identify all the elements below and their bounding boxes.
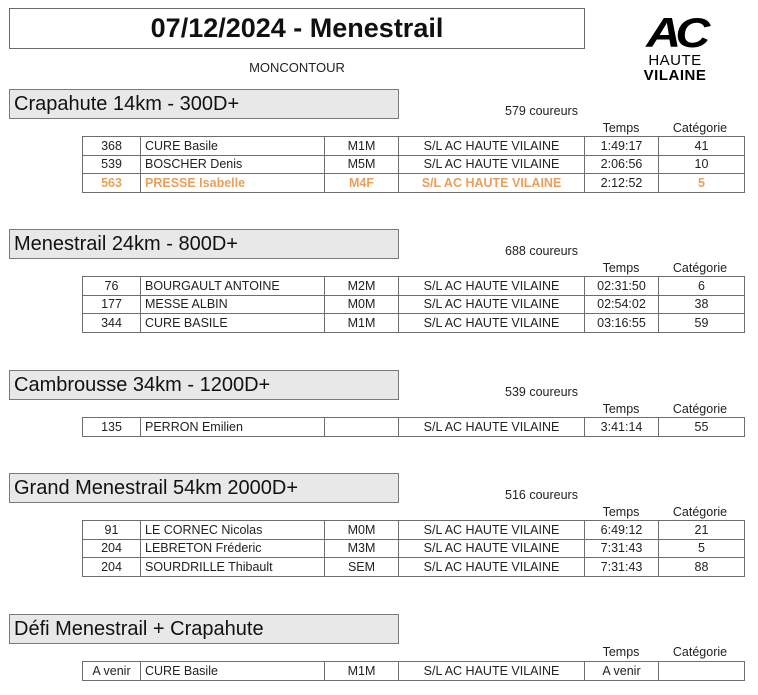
category-cell xyxy=(325,418,399,437)
club-cell: S/L AC HAUTE VILAINE xyxy=(399,539,585,558)
category-cell: M4F xyxy=(325,174,399,193)
rank-cell: 10 xyxy=(659,155,745,174)
table-row xyxy=(83,155,745,174)
column-header-category: Catégorie xyxy=(672,121,728,135)
event-location: MONCONTOUR xyxy=(249,60,345,75)
name-cell: SOURDRILLE Thibault xyxy=(141,558,325,577)
column-header-category: Catégorie xyxy=(672,261,728,275)
time-cell: 02:54:02 xyxy=(585,295,659,314)
club-cell: S/L AC HAUTE VILAINE xyxy=(399,137,585,156)
bib-cell: 91 xyxy=(83,521,141,540)
bib-cell: 344 xyxy=(83,314,141,333)
table-row xyxy=(83,539,745,558)
club-cell: S/L AC HAUTE VILAINE xyxy=(399,295,585,314)
club-cell: S/L AC HAUTE VILAINE xyxy=(399,418,585,437)
club-cell: S/L AC HAUTE VILAINE xyxy=(399,558,585,577)
time-cell: 7:31:43 xyxy=(585,539,659,558)
time-cell: A venir xyxy=(585,662,659,681)
name-cell: PERRON Emilien xyxy=(141,418,325,437)
bib-cell: 368 xyxy=(83,137,141,156)
name-cell: LEBRETON Fréderic xyxy=(141,539,325,558)
results-table xyxy=(82,520,745,577)
bib-cell: 135 xyxy=(83,418,141,437)
time-cell: 2:06:56 xyxy=(585,155,659,174)
category-cell: M0M xyxy=(325,521,399,540)
club-cell: S/L AC HAUTE VILAINE xyxy=(399,521,585,540)
category-cell: M5M xyxy=(325,155,399,174)
name-cell: PRESSE Isabelle xyxy=(141,174,325,193)
race-title: Défi Menestrail + Crapahute xyxy=(9,614,399,644)
club-logo xyxy=(632,9,718,86)
club-cell: S/L AC HAUTE VILAINE xyxy=(399,155,585,174)
time-cell: 1:49:17 xyxy=(585,137,659,156)
table-row xyxy=(83,418,745,437)
results-table xyxy=(82,136,745,193)
race-title: Crapahute 14km - 300D+ xyxy=(9,89,399,119)
logo-line1: HAUTE xyxy=(648,52,702,69)
time-cell: 03:16:55 xyxy=(585,314,659,333)
column-header-time: Temps xyxy=(602,121,640,135)
bib-cell: 563 xyxy=(83,174,141,193)
results-table xyxy=(82,417,745,437)
runner-count: 579 coureurs xyxy=(505,104,578,118)
table-row xyxy=(83,662,745,681)
club-cell: S/L AC HAUTE VILAINE xyxy=(399,662,585,681)
page-title: 07/12/2024 - Menestrail xyxy=(9,8,585,49)
column-header-time: Temps xyxy=(602,505,640,519)
column-header-category: Catégorie xyxy=(672,402,728,416)
category-cell: M0M xyxy=(325,295,399,314)
name-cell: CURE Basile xyxy=(141,137,325,156)
bib-cell: 204 xyxy=(83,539,141,558)
race-title: Menestrail 24km - 800D+ xyxy=(9,229,399,259)
club-cell: S/L AC HAUTE VILAINE xyxy=(399,277,585,296)
rank-cell: 88 xyxy=(659,558,745,577)
column-header-time: Temps xyxy=(602,402,640,416)
name-cell: LE CORNEC Nicolas xyxy=(141,521,325,540)
time-cell: 6:49:12 xyxy=(585,521,659,540)
results-table xyxy=(82,276,745,333)
race-title: Grand Menestrail 54km 2000D+ xyxy=(9,473,399,503)
table-row xyxy=(83,295,745,314)
name-cell: CURE Basile xyxy=(141,662,325,681)
table-row-highlighted xyxy=(83,174,745,193)
race-title: Cambrousse 34km - 1200D+ xyxy=(9,370,399,400)
club-cell: S/L AC HAUTE VILAINE xyxy=(399,174,585,193)
results-table xyxy=(82,661,745,681)
bib-cell: A venir xyxy=(83,662,141,681)
rank-cell xyxy=(659,662,745,681)
runner-count: 688 coureurs xyxy=(505,244,578,258)
table-row xyxy=(83,277,745,296)
category-cell: SEM xyxy=(325,558,399,577)
rank-cell: 21 xyxy=(659,521,745,540)
category-cell: M1M xyxy=(325,137,399,156)
table-row xyxy=(83,137,745,156)
bib-cell: 204 xyxy=(83,558,141,577)
bib-cell: 177 xyxy=(83,295,141,314)
table-row xyxy=(83,521,745,540)
club-cell: S/L AC HAUTE VILAINE xyxy=(399,314,585,333)
name-cell: BOURGAULT ANTOINE xyxy=(141,277,325,296)
rank-cell: 5 xyxy=(659,174,745,193)
rank-cell: 59 xyxy=(659,314,745,333)
column-header-time: Temps xyxy=(602,261,640,275)
time-cell: 7:31:43 xyxy=(585,558,659,577)
logo-line2: VILAINE xyxy=(643,67,707,84)
time-cell: 02:31:50 xyxy=(585,277,659,296)
time-cell: 3:41:14 xyxy=(585,418,659,437)
runner-count: 539 coureurs xyxy=(505,385,578,399)
table-row xyxy=(83,314,745,333)
rank-cell: 5 xyxy=(659,539,745,558)
category-cell: M1M xyxy=(325,314,399,333)
rank-cell: 38 xyxy=(659,295,745,314)
category-cell: M1M xyxy=(325,662,399,681)
rank-cell: 6 xyxy=(659,277,745,296)
runner-count: 516 coureurs xyxy=(505,488,578,502)
column-header-category: Catégorie xyxy=(672,505,728,519)
name-cell: CURE BASILE xyxy=(141,314,325,333)
logo-ac-text: AC xyxy=(645,9,705,56)
rank-cell: 41 xyxy=(659,137,745,156)
rank-cell: 55 xyxy=(659,418,745,437)
column-header-time: Temps xyxy=(602,645,640,659)
name-cell: MESSE ALBIN xyxy=(141,295,325,314)
time-cell: 2:12:52 xyxy=(585,174,659,193)
name-cell: BOSCHER Denis xyxy=(141,155,325,174)
column-header-category: Catégorie xyxy=(672,645,728,659)
table-row xyxy=(83,558,745,577)
category-cell: M3M xyxy=(325,539,399,558)
bib-cell: 539 xyxy=(83,155,141,174)
bib-cell: 76 xyxy=(83,277,141,296)
category-cell: M2M xyxy=(325,277,399,296)
